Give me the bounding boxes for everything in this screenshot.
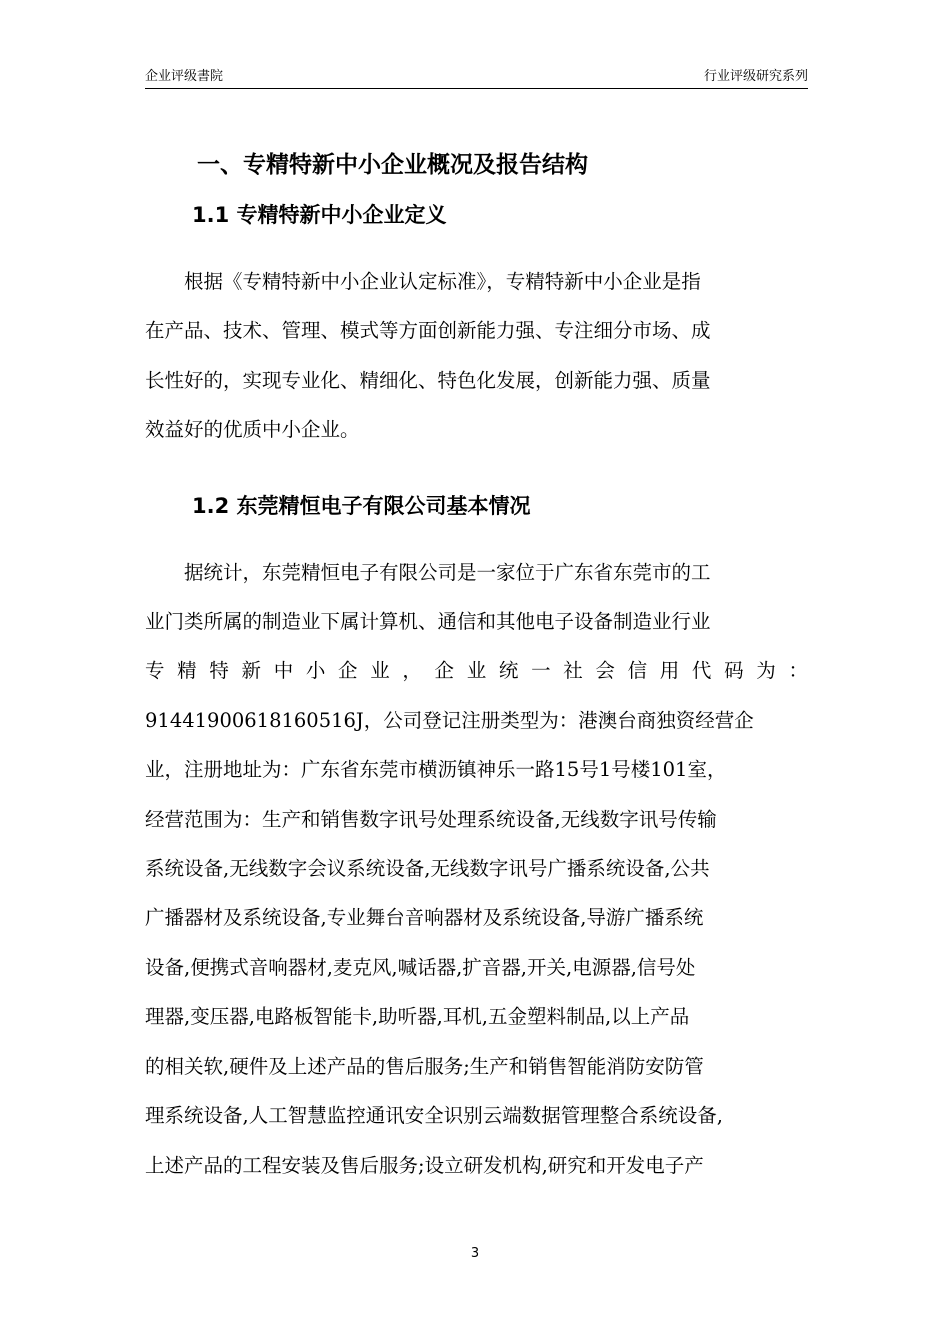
paragraph-line-spread: 专 精 特 新 中 小 企 业 ， 企 业 统 一 社 会 信 用 代 码 为 ：	[145, 659, 808, 683]
paragraph-line: 系统设备,无线数字会议系统设备,无线数字讯号广播系统设备,公共	[145, 857, 710, 881]
paragraph-line: 的相关软,硬件及上述产品的售后服务;生产和销售智能消防安防管	[145, 1054, 704, 1078]
paragraph-line: 长性好的，实现专业化、精细化、特色化发展，创新能力强、质量	[145, 368, 711, 392]
header-left-text: 企业评级書院	[145, 69, 224, 84]
subsection-heading-company: 1.2 东莞精恒电子有限公司基本情况	[192, 493, 531, 518]
paragraph-line: 据统计，东莞精恒电子有限公司是一家位于广东省东莞市的工	[184, 560, 711, 584]
header-right-text: 行业评级研究系列	[703, 69, 808, 84]
paragraph-line: 在产品、技术、管理、模式等方面创新能力强、专注细分市场、成	[145, 319, 711, 343]
paragraph-line: 根据《专精特新中小企业认定标准》，专精特新中小企业是指	[184, 270, 701, 293]
paragraph-definition	[145, 257, 808, 455]
paragraph-line: 91441900618160516J，公司登记注册类型为：港澳台商独资经营企	[145, 708, 754, 732]
paragraph-line: 理器,变压器,电路板智能卡,助听器,耳机,五金塑料制品,以上产品	[145, 1005, 690, 1029]
page-header	[145, 66, 808, 89]
paragraph-line: 效益好的优质中小企业。	[145, 418, 360, 442]
document-body	[145, 140, 808, 1190]
paragraph-company	[145, 548, 808, 1190]
paragraph-line: 设备,便携式音响器材,麦克风,喊话器,扩音器,开关,电源器,信号处	[145, 955, 696, 979]
subsection-heading-definition: 1.1 专精特新中小企业定义	[192, 203, 447, 227]
page-number: 3	[470, 1246, 480, 1261]
paragraph-line: 经营范围为：生产和销售数字讯号处理系统设备,无线数字讯号传输	[145, 807, 717, 831]
paragraph-line: 上述产品的工程安装及售后服务;设立研发机构,研究和开发电子产	[145, 1153, 704, 1177]
section-heading: 一、专精特新中小企业概况及报告结构	[197, 152, 588, 178]
paragraph-line: 业，注册地址为：广东省东莞市横沥镇神乐一路15号1号楼101室，	[145, 758, 727, 782]
paragraph-line: 业门类所属的制造业下属计算机、通信和其他电子设备制造业行业	[145, 610, 711, 634]
paragraph-line: 理系统设备,人工智慧监控通讯安全识别云端数据管理整合系统设备,	[145, 1104, 723, 1128]
paragraph-line: 广播器材及系统设备,专业舞台音响器材及系统设备,导游广播系统	[145, 906, 704, 930]
